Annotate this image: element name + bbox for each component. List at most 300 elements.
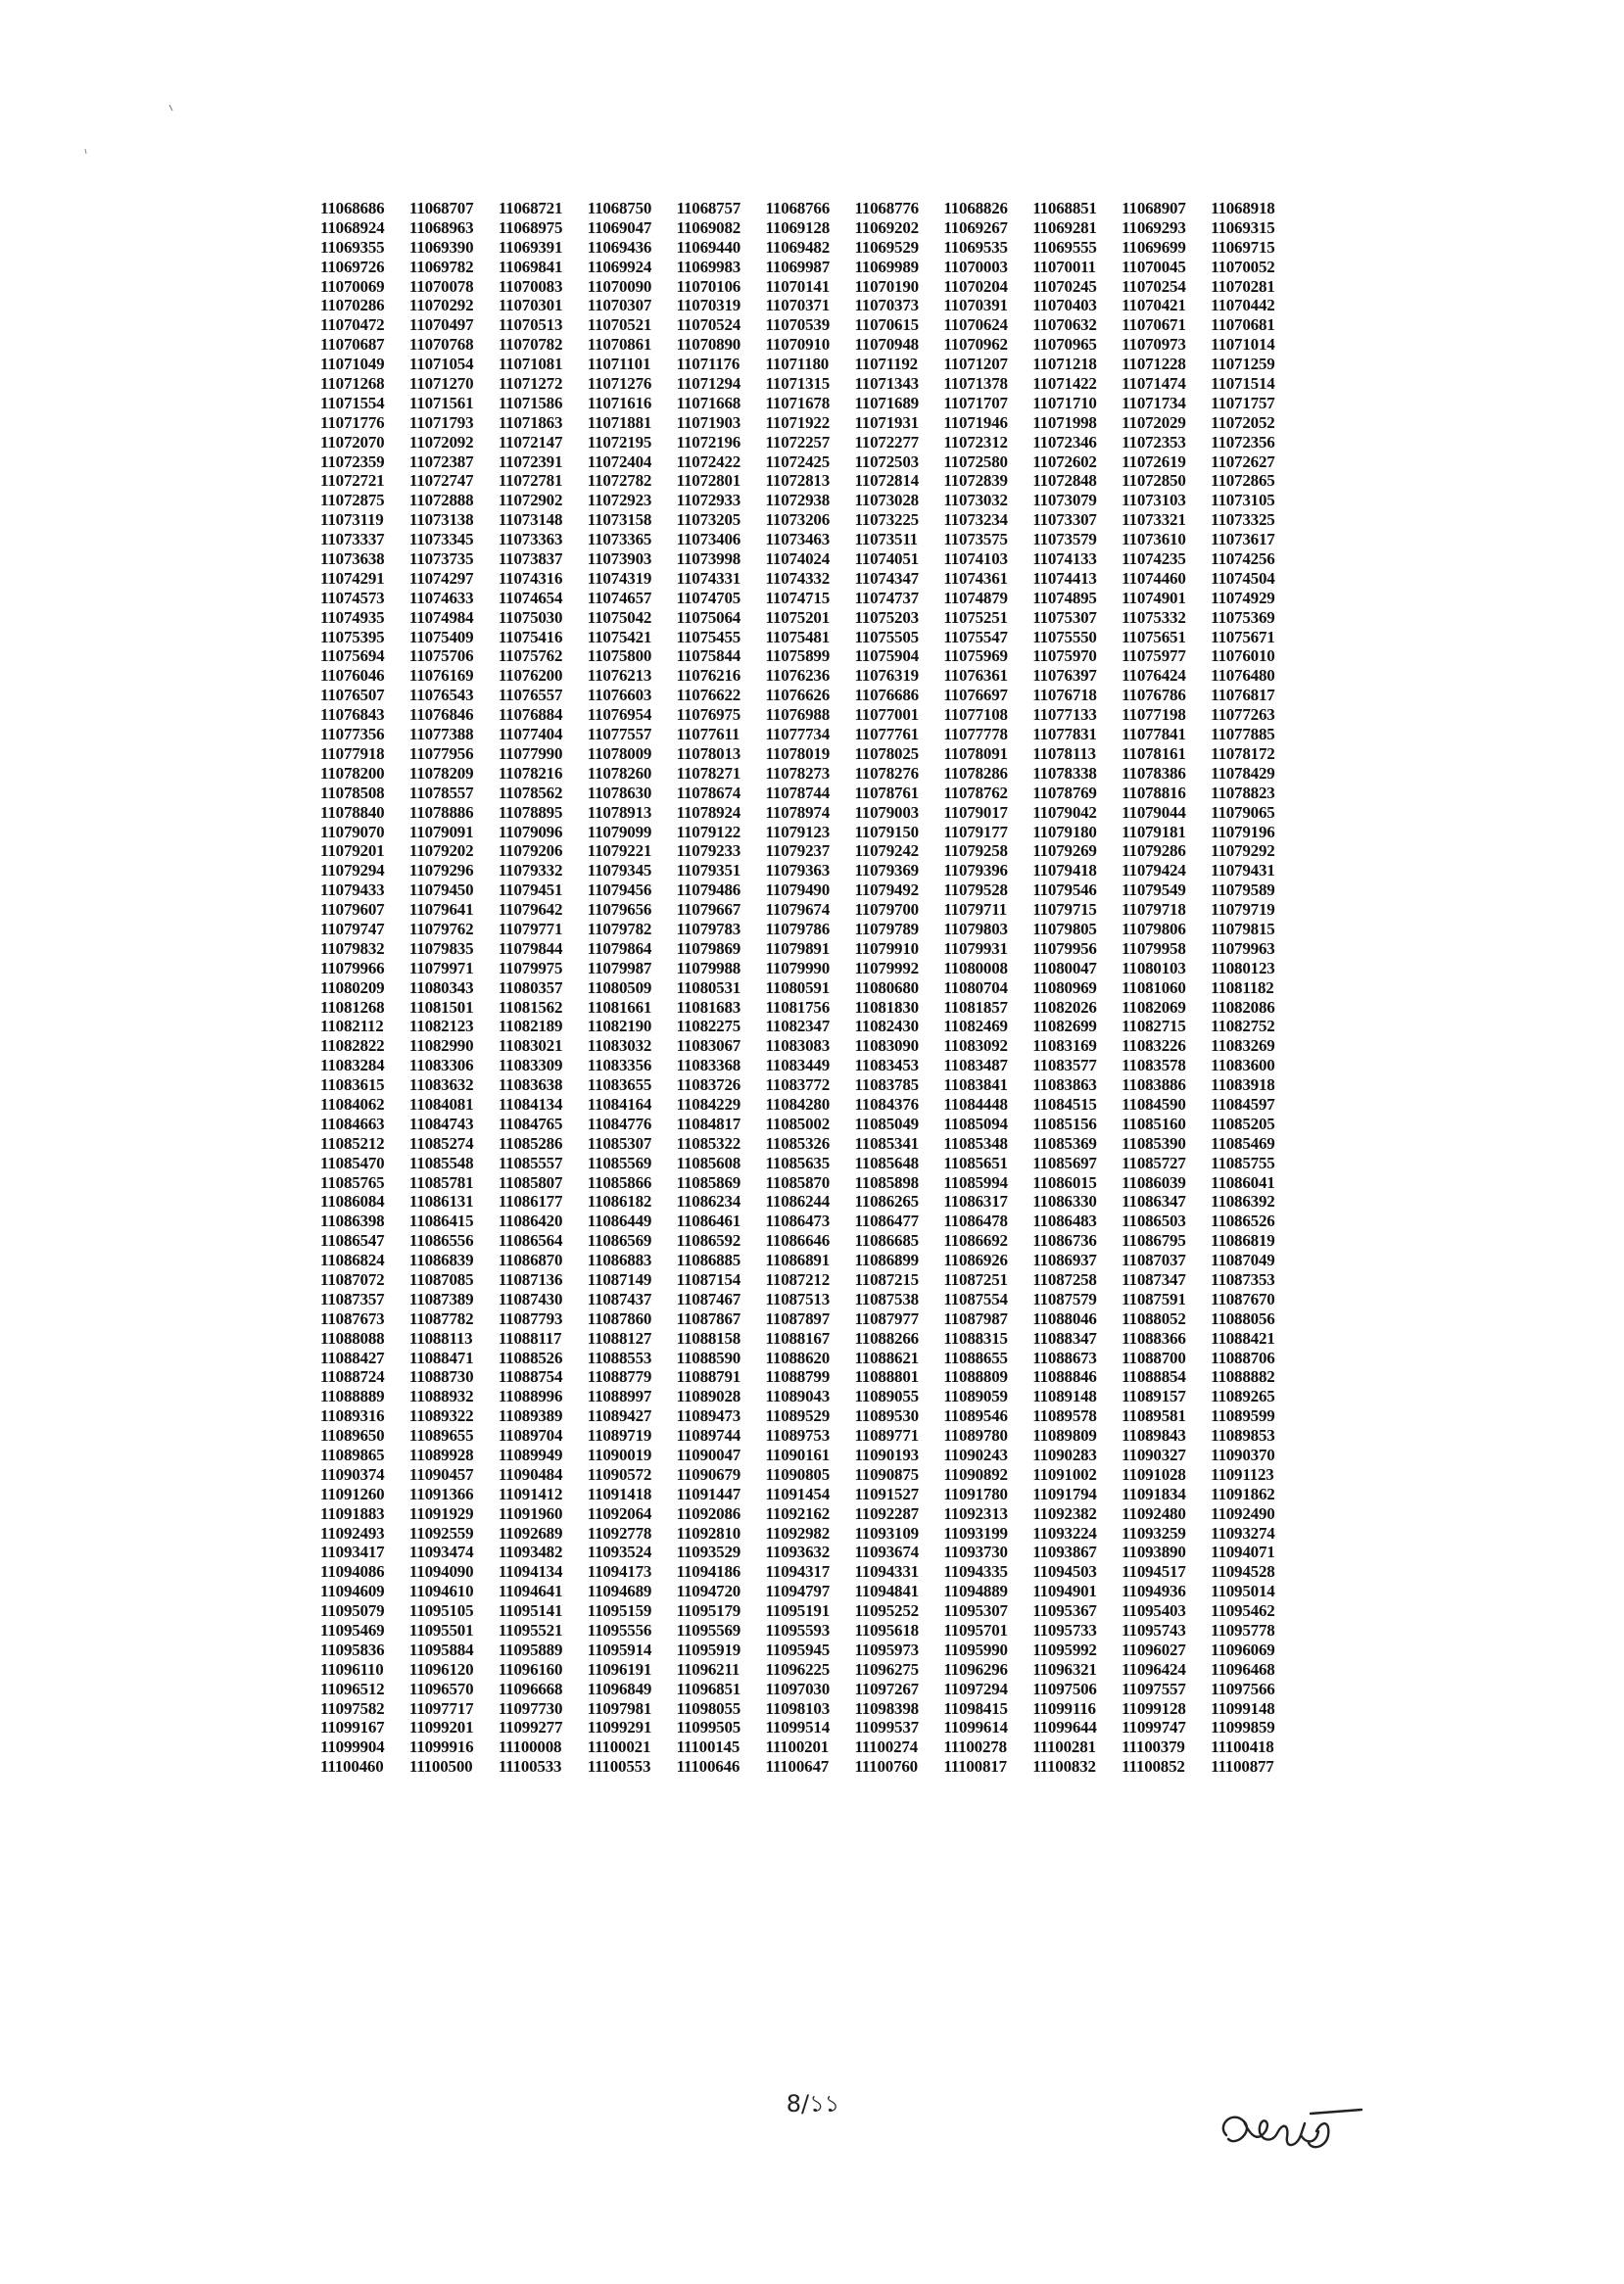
- roll-number: 11072277: [854, 432, 919, 452]
- roll-number: 11093109: [854, 1523, 919, 1543]
- roll-number: 11075042: [587, 607, 652, 627]
- roll-number: 11096027: [1122, 1640, 1186, 1659]
- roll-number: 11069355: [320, 237, 385, 257]
- roll-number: 11095403: [1122, 1601, 1186, 1621]
- roll-number: 11075762: [498, 646, 563, 666]
- roll-number: 11085755: [1211, 1153, 1275, 1172]
- roll-number: 11086592: [676, 1231, 741, 1251]
- roll-number: 11083453: [854, 1056, 919, 1075]
- roll-number: 11089581: [1122, 1406, 1186, 1426]
- roll-number: 11075203: [854, 607, 919, 627]
- roll-number: 11095014: [1211, 1582, 1275, 1601]
- roll-number: 11091834: [1122, 1484, 1186, 1503]
- roll-number: 11071757: [1211, 393, 1275, 412]
- roll-number: 11072391: [498, 452, 563, 471]
- roll-number: 11100278: [943, 1737, 1007, 1757]
- roll-number: 11080680: [854, 977, 919, 997]
- roll-number: 11085049: [854, 1114, 919, 1133]
- roll-number: 11081661: [587, 997, 652, 1017]
- roll-number: 11089265: [1211, 1387, 1275, 1406]
- roll-number: 11085608: [676, 1153, 741, 1172]
- roll-number: 11096512: [320, 1679, 385, 1698]
- roll-number: 11072848: [1032, 471, 1097, 491]
- roll-number: 11077778: [943, 725, 1008, 744]
- roll-number: 11079296: [408, 861, 474, 880]
- roll-number: 11072195: [587, 432, 652, 452]
- roll-number: 11072865: [1211, 471, 1275, 491]
- roll-number: 11088052: [1122, 1309, 1186, 1328]
- number-row: [320, 705, 1300, 725]
- roll-number: 11081683: [676, 997, 741, 1017]
- roll-number: 11068750: [587, 199, 652, 217]
- roll-number: 11076626: [765, 686, 830, 705]
- roll-number: 11070281: [1211, 276, 1275, 296]
- roll-number: 11079269: [1032, 841, 1097, 861]
- roll-number: 11082190: [587, 1017, 652, 1036]
- roll-number: 11079242: [854, 841, 919, 861]
- roll-number: 11079091: [408, 822, 474, 841]
- roll-number: 11069047: [587, 217, 652, 237]
- roll-number: 11098103: [765, 1698, 830, 1718]
- roll-number: 11072721: [320, 471, 385, 491]
- roll-number: 11084776: [587, 1114, 652, 1133]
- roll-number: 11070373: [854, 296, 919, 315]
- roll-number: 11089059: [943, 1387, 1008, 1406]
- roll-number: 11073337: [320, 530, 385, 549]
- roll-number: 11093524: [587, 1543, 652, 1562]
- roll-number: 11088117: [498, 1328, 562, 1348]
- roll-number: 11100281: [1032, 1737, 1096, 1757]
- roll-number: 11078744: [765, 783, 830, 802]
- roll-number: 11079486: [676, 880, 741, 900]
- roll-number: 11084590: [1122, 1094, 1186, 1114]
- roll-number: 11080209: [320, 977, 385, 997]
- roll-number: 11074361: [943, 568, 1008, 588]
- roll-number: 11070090: [587, 276, 652, 296]
- roll-number: 11094641: [498, 1582, 563, 1601]
- number-row: [320, 1349, 1300, 1368]
- roll-number: 11100852: [1122, 1757, 1185, 1777]
- roll-number: 11073119: [320, 510, 384, 530]
- roll-number: 11093274: [1211, 1523, 1275, 1543]
- roll-number: 11089865: [320, 1446, 385, 1464]
- roll-number: 11086015: [1032, 1172, 1097, 1192]
- roll-number: 11083578: [1122, 1056, 1186, 1075]
- roll-number: 11096851: [676, 1679, 741, 1698]
- roll-number: 11095307: [943, 1601, 1008, 1621]
- roll-number: 11097506: [1032, 1679, 1097, 1698]
- roll-number: 11100379: [1122, 1737, 1185, 1757]
- roll-number: 11074715: [765, 588, 830, 607]
- roll-number: 11069841: [498, 257, 563, 276]
- roll-number: 11079806: [1122, 919, 1186, 938]
- roll-number: 11079549: [1122, 880, 1186, 900]
- roll-number: 11099128: [1122, 1698, 1186, 1718]
- number-row: [320, 1485, 1300, 1504]
- roll-number: 11082469: [943, 1017, 1008, 1036]
- roll-number: 11079715: [1032, 900, 1097, 920]
- roll-number: 11079783: [676, 919, 741, 938]
- roll-number: 11087513: [765, 1289, 830, 1309]
- roll-number: 11095556: [587, 1621, 652, 1641]
- roll-number: 11094335: [943, 1562, 1008, 1582]
- roll-number: 11079786: [765, 919, 830, 938]
- roll-number: 11086819: [1211, 1231, 1275, 1251]
- roll-number: 11085469: [1211, 1133, 1275, 1153]
- roll-number: 11070948: [854, 335, 919, 355]
- roll-number: 11073610: [1122, 530, 1186, 549]
- number-row: [320, 1017, 1300, 1036]
- roll-number: 11087215: [854, 1269, 919, 1289]
- roll-number: 11075694: [320, 646, 385, 666]
- roll-number: 11072147: [498, 432, 563, 452]
- roll-number: 11070069: [320, 276, 385, 296]
- roll-number: 11090679: [676, 1464, 741, 1484]
- roll-number: 11072875: [320, 491, 385, 510]
- roll-number: 11086131: [408, 1192, 474, 1212]
- roll-number: 11070442: [1211, 296, 1275, 315]
- roll-number: 11080969: [1032, 977, 1097, 997]
- roll-number: 11074297: [408, 568, 474, 588]
- roll-number: 11074332: [765, 568, 830, 588]
- roll-number: 11074235: [1122, 549, 1186, 569]
- roll-number: 11074901: [1122, 588, 1186, 607]
- roll-number: 11100817: [943, 1757, 1007, 1777]
- number-row: [320, 1641, 1300, 1660]
- number-row: [320, 900, 1300, 920]
- roll-number: 11087049: [1211, 1251, 1275, 1270]
- roll-number: 11079642: [498, 900, 563, 920]
- roll-number: 11091862: [1211, 1484, 1275, 1503]
- roll-number: 11079528: [943, 880, 1008, 900]
- number-row: [320, 218, 1300, 238]
- roll-number: 11073158: [587, 510, 652, 530]
- roll-number: 11080047: [1032, 958, 1097, 977]
- roll-number: 11077263: [1211, 705, 1275, 725]
- roll-number: 11092287: [854, 1503, 919, 1523]
- roll-number: 11091260: [320, 1484, 385, 1503]
- number-row: [320, 374, 1300, 394]
- roll-number: 11078172: [1211, 743, 1275, 763]
- roll-number: 11090374: [320, 1464, 385, 1484]
- roll-number: 11092810: [676, 1523, 741, 1543]
- roll-number: 11075251: [943, 607, 1008, 627]
- roll-number: 11079971: [408, 958, 474, 977]
- roll-number: 11092086: [676, 1503, 741, 1523]
- roll-number: 11071616: [587, 393, 652, 412]
- roll-number: 11074879: [943, 588, 1008, 607]
- roll-number: 11071710: [1032, 393, 1097, 412]
- roll-number: 11071903: [676, 412, 741, 432]
- roll-number: 11078338: [1032, 763, 1097, 783]
- roll-number: 11092982: [765, 1523, 830, 1543]
- roll-number: 11079221: [587, 841, 652, 861]
- roll-number: 11077557: [587, 725, 652, 744]
- roll-number: 11095733: [1032, 1621, 1097, 1641]
- roll-number: 11095919: [676, 1640, 741, 1659]
- roll-number: 11070472: [320, 315, 385, 335]
- roll-number: 11095990: [943, 1640, 1008, 1659]
- roll-number: 11075064: [676, 607, 741, 627]
- roll-number: 11089719: [587, 1426, 652, 1446]
- roll-number: 11082069: [1122, 997, 1186, 1017]
- roll-number: 11088266: [854, 1328, 919, 1348]
- roll-number: 11098415: [943, 1698, 1008, 1718]
- number-row: [320, 1757, 1300, 1777]
- roll-number: 11084134: [498, 1094, 563, 1114]
- roll-number: 11070524: [676, 315, 741, 335]
- roll-number: 11088799: [765, 1367, 830, 1387]
- roll-number: 11087897: [765, 1309, 830, 1328]
- roll-number: 11079396: [943, 861, 1008, 880]
- roll-number: 11093890: [1122, 1543, 1186, 1562]
- roll-number: 11088427: [320, 1348, 385, 1367]
- number-row: [320, 1173, 1300, 1193]
- roll-number: 11099644: [1032, 1718, 1097, 1737]
- roll-number: 11071931: [854, 412, 919, 432]
- roll-number: 11087554: [943, 1289, 1008, 1309]
- roll-number: 11078286: [943, 763, 1008, 783]
- roll-number: 11083655: [587, 1075, 652, 1095]
- roll-number: 11076010: [1211, 646, 1275, 666]
- roll-number: 11078913: [587, 802, 652, 822]
- roll-number: 11089843: [1122, 1426, 1186, 1446]
- roll-number: 11068707: [408, 199, 474, 217]
- roll-number: 11089530: [854, 1406, 919, 1426]
- roll-number: 11090572: [587, 1464, 652, 1484]
- roll-number: 11085160: [1122, 1114, 1186, 1133]
- scan-speck: [83, 142, 89, 148]
- roll-number: 11097557: [1122, 1679, 1186, 1698]
- roll-number: 11074460: [1122, 568, 1186, 588]
- roll-number: 11086084: [320, 1192, 385, 1212]
- roll-number: 11091002: [1032, 1464, 1097, 1484]
- roll-number: 11077831: [1032, 725, 1097, 744]
- roll-number: 11089744: [676, 1426, 741, 1446]
- number-row: [320, 764, 1300, 784]
- roll-number: 11081501: [408, 997, 474, 1017]
- roll-number: 11069726: [320, 257, 385, 276]
- roll-number: 11075706: [408, 646, 474, 666]
- number-row: [320, 238, 1300, 258]
- roll-number: 11087867: [676, 1309, 741, 1328]
- roll-number: 11088882: [1211, 1367, 1275, 1387]
- roll-number: 11075481: [765, 627, 830, 646]
- roll-number: 11086883: [587, 1251, 652, 1270]
- roll-number: 11075201: [765, 607, 830, 627]
- roll-number: 11097717: [408, 1698, 474, 1718]
- roll-number: 11094901: [1032, 1582, 1097, 1601]
- number-row: [320, 1582, 1300, 1601]
- number-row: [320, 530, 1300, 549]
- roll-number: 11091418: [587, 1484, 652, 1503]
- roll-number: 11084515: [1032, 1094, 1097, 1114]
- roll-number: 11077404: [498, 725, 563, 744]
- roll-number: 11072052: [1211, 412, 1275, 432]
- roll-number: 11083356: [587, 1056, 652, 1075]
- roll-number: 11084743: [408, 1114, 474, 1133]
- number-row: [320, 510, 1300, 530]
- roll-number: 11085866: [587, 1172, 652, 1192]
- roll-number: 11074633: [408, 588, 474, 607]
- roll-number: 11075421: [587, 627, 652, 646]
- roll-number: 11089655: [408, 1426, 474, 1446]
- roll-number: 11086347: [1122, 1192, 1186, 1212]
- number-row: [320, 1621, 1300, 1641]
- roll-number: 11091366: [408, 1484, 474, 1503]
- roll-number: 11080531: [676, 977, 741, 997]
- roll-number: 11083841: [943, 1075, 1008, 1095]
- roll-number: 11079351: [676, 861, 741, 880]
- roll-number: 11072619: [1122, 452, 1186, 471]
- roll-number: 11097267: [854, 1679, 919, 1698]
- roll-number: 11076424: [1122, 666, 1186, 686]
- roll-number: 11085697: [1032, 1153, 1097, 1172]
- roll-number: 11088113: [408, 1328, 473, 1348]
- roll-number: 11068975: [498, 217, 563, 237]
- roll-number: 11083772: [765, 1075, 830, 1095]
- roll-number: 11088730: [408, 1367, 474, 1387]
- roll-number: 11086795: [1122, 1231, 1186, 1251]
- roll-number: 11068907: [1122, 199, 1186, 217]
- roll-number: 11083577: [1032, 1056, 1097, 1075]
- number-row: [320, 1290, 1300, 1309]
- roll-number: 11089650: [320, 1426, 385, 1446]
- roll-number: 11071343: [854, 374, 919, 394]
- roll-number: 11087085: [408, 1269, 474, 1289]
- roll-number: 11100500: [408, 1757, 473, 1777]
- roll-number: 11076319: [854, 666, 919, 686]
- roll-number: 11100008: [498, 1737, 562, 1757]
- roll-number: 11079700: [854, 900, 919, 920]
- roll-number: 11079988: [676, 958, 741, 977]
- roll-number: 11075416: [498, 627, 563, 646]
- roll-number: 11079042: [1032, 802, 1097, 822]
- roll-number: 11085326: [765, 1133, 830, 1153]
- roll-number: 11079292: [1211, 841, 1275, 861]
- roll-number: 11077198: [1122, 705, 1186, 725]
- roll-number: 11087212: [765, 1269, 830, 1289]
- roll-number: 11083632: [408, 1075, 474, 1095]
- roll-number: 11083726: [676, 1075, 741, 1095]
- number-row: [320, 296, 1300, 315]
- roll-number: 11097582: [320, 1698, 385, 1718]
- roll-number: 11080591: [765, 977, 830, 997]
- roll-number: 11076846: [408, 705, 474, 725]
- roll-number: 11075307: [1032, 607, 1097, 627]
- roll-number: 11069440: [676, 237, 741, 257]
- roll-number: 11084448: [943, 1094, 1008, 1114]
- roll-number: 11099116: [1032, 1698, 1096, 1718]
- number-row: [320, 1154, 1300, 1173]
- roll-number: 11096211: [676, 1659, 740, 1679]
- roll-number: 11078974: [765, 802, 830, 822]
- roll-number: 11072387: [408, 452, 474, 471]
- roll-number: 11078557: [408, 783, 474, 802]
- roll-number: 11070910: [765, 335, 830, 355]
- roll-number: 11090457: [408, 1464, 474, 1484]
- roll-number: 11074024: [765, 549, 830, 569]
- roll-number: 11074929: [1211, 588, 1275, 607]
- roll-number: 11098398: [854, 1698, 919, 1718]
- roll-number: 11073617: [1211, 530, 1275, 549]
- roll-number: 11071176: [676, 355, 740, 374]
- roll-number: 11074051: [854, 549, 919, 569]
- roll-number: 11092313: [943, 1503, 1008, 1523]
- roll-number: 11074504: [1211, 568, 1275, 588]
- roll-number: 11100647: [765, 1757, 830, 1777]
- roll-number: 11083487: [943, 1056, 1008, 1075]
- roll-number: 11087357: [320, 1289, 385, 1309]
- roll-number: 11077611: [676, 725, 740, 744]
- roll-number: 11073463: [765, 530, 830, 549]
- roll-number: 11084280: [765, 1094, 830, 1114]
- number-row: [320, 1406, 1300, 1426]
- roll-number: 11088673: [1032, 1348, 1097, 1367]
- number-row: [320, 803, 1300, 823]
- roll-number: 11079492: [854, 880, 919, 900]
- roll-number: 11092493: [320, 1523, 385, 1543]
- roll-number: 11078762: [943, 783, 1008, 802]
- number-row: [320, 1504, 1300, 1524]
- roll-number: 11078276: [854, 763, 919, 783]
- roll-number: 11074657: [587, 588, 652, 607]
- roll-number: 11086891: [765, 1251, 830, 1270]
- roll-number: 11083863: [1032, 1075, 1097, 1095]
- roll-number: 11095743: [1122, 1621, 1186, 1641]
- roll-number: 11078761: [854, 783, 919, 802]
- roll-number: 11072580: [943, 452, 1008, 471]
- number-row: [320, 1231, 1300, 1251]
- roll-number: 11077990: [498, 743, 563, 763]
- roll-number: 11085341: [854, 1133, 919, 1153]
- roll-number: 11070965: [1032, 335, 1097, 355]
- roll-number: 11095462: [1211, 1601, 1275, 1621]
- roll-number: 11086824: [320, 1251, 385, 1270]
- roll-number: 11094173: [587, 1562, 652, 1582]
- roll-number: 11075547: [943, 627, 1008, 646]
- roll-number: 11088347: [1032, 1328, 1097, 1348]
- roll-number: 11077956: [408, 743, 474, 763]
- roll-number: 11073998: [676, 549, 741, 569]
- roll-number: 11096424: [1122, 1659, 1186, 1679]
- roll-number: 11070403: [1032, 296, 1097, 315]
- roll-number: 11085870: [765, 1172, 830, 1192]
- roll-number: 11079070: [320, 822, 385, 841]
- roll-number: 11087072: [320, 1269, 385, 1289]
- roll-number: 11071561: [408, 393, 474, 412]
- roll-number: 11079674: [765, 900, 830, 920]
- roll-number: 11088526: [498, 1348, 563, 1367]
- roll-number: 11091412: [498, 1484, 563, 1503]
- roll-number: 11087670: [1211, 1289, 1275, 1309]
- roll-number: 11071474: [1122, 374, 1186, 394]
- roll-number: 11086685: [854, 1231, 919, 1251]
- roll-number: 11100418: [1211, 1737, 1274, 1757]
- roll-number: 11079990: [765, 958, 830, 977]
- roll-number: 11094689: [587, 1582, 652, 1601]
- roll-number: 11073837: [498, 549, 563, 569]
- roll-number: 11071946: [943, 412, 1008, 432]
- roll-number: 11072070: [320, 432, 385, 452]
- number-row: [320, 939, 1300, 959]
- roll-number: 11074737: [854, 588, 919, 607]
- number-row: [320, 452, 1300, 472]
- roll-number: 11079931: [943, 938, 1008, 958]
- roll-number: 11079237: [765, 841, 830, 861]
- roll-number: 11075977: [1122, 646, 1186, 666]
- roll-number: 11090193: [854, 1446, 919, 1464]
